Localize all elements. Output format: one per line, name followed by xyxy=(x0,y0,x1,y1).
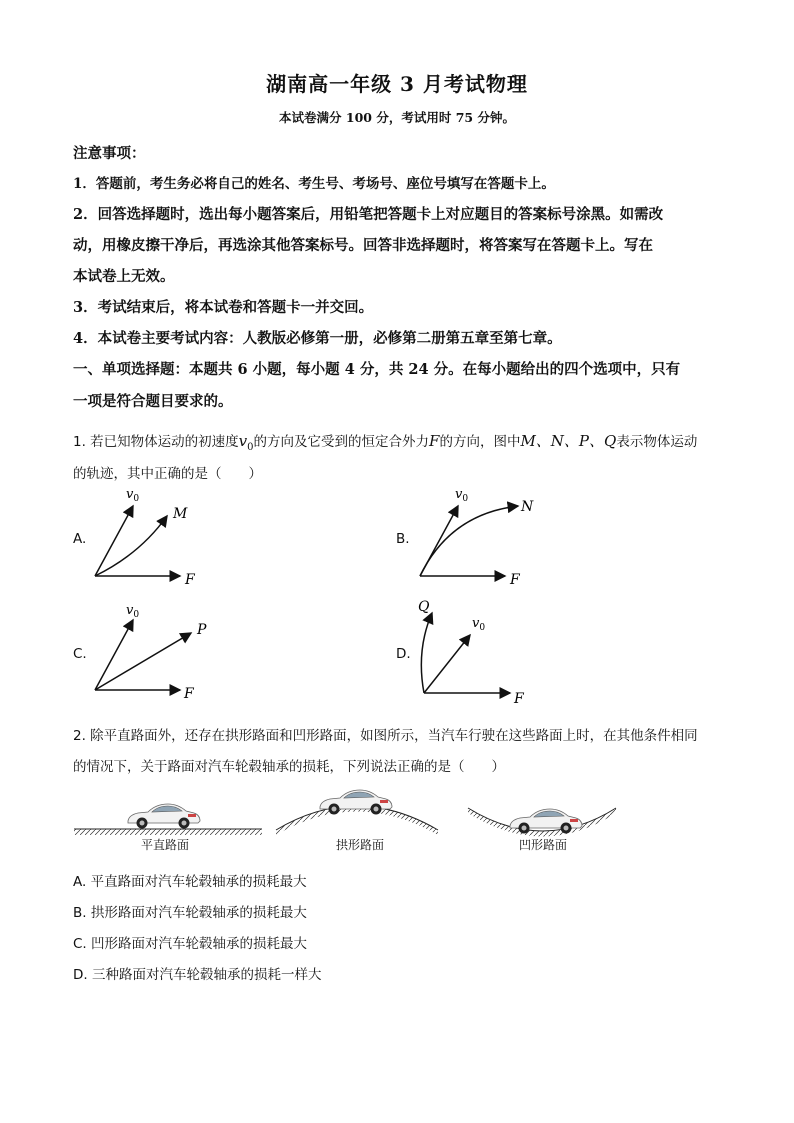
velocity-arrow xyxy=(424,635,470,693)
caption-flat-road: 平直路面 xyxy=(141,838,190,852)
trajectory-line xyxy=(95,633,191,690)
q1-option-a-figure[interactable] xyxy=(85,484,215,590)
trajectory-curve xyxy=(420,506,518,576)
note-item-2-line-1: 2．回答选择题时，选出每小题答案后，用铅笔把答题卡上对应题目的答案标号涂黑。如需改 xyxy=(73,206,664,223)
force-label: F xyxy=(514,691,524,707)
q2-option-c[interactable]: C. 凹形路面对汽车轮毂轴承的损耗最大 xyxy=(73,936,308,952)
trajectory-curve xyxy=(95,516,167,576)
trajectory-label: N xyxy=(521,499,534,515)
exam-info: 本试卷满分 100 分，考试用时 75 分钟。 xyxy=(279,110,515,125)
v0-label: $v_0$ xyxy=(455,487,469,504)
notes-heading: 注意事项： xyxy=(73,145,146,162)
force-label: F xyxy=(510,572,520,588)
trajectory-label: M xyxy=(173,506,188,522)
q1-option-d-figure[interactable] xyxy=(410,595,540,710)
concave-road xyxy=(468,808,616,837)
q1-option-d-label[interactable]: D. xyxy=(396,646,411,662)
caption-arch-road: 拱形路面 xyxy=(336,838,385,852)
note-item-3: 3．考试结束后，将本试卷和答题卡一并交回。 xyxy=(73,299,374,316)
v0-label: $v_0$ xyxy=(472,616,486,633)
q1-text-4: 表示物体运动 xyxy=(616,434,698,450)
q1-option-c-label[interactable]: C. xyxy=(73,646,87,662)
q2-option-b[interactable]: B. 拱形路面对汽车轮毂轴承的损耗最大 xyxy=(73,905,307,921)
trajectory-curve xyxy=(421,613,432,693)
force-label: F xyxy=(185,572,195,588)
note-item-4: 4．本试卷主要考试内容：人教版必修第一册，必修第二册第五章至第七章。 xyxy=(73,330,562,347)
force-symbol: F xyxy=(429,432,440,450)
q2-option-d[interactable]: D. 三种路面对汽车轮毂轴承的损耗一样大 xyxy=(73,967,322,983)
q1-text-2: 的方向及它受到的恒定合外力 xyxy=(253,434,430,450)
trajectory-label: Q xyxy=(418,599,430,615)
q1-option-b-label[interactable]: B. xyxy=(396,531,410,547)
caption-concave-road: 凹形路面 xyxy=(519,838,568,852)
flat-road xyxy=(74,804,262,835)
q1-option-c-figure[interactable] xyxy=(85,600,215,706)
question-2-line-1: 2. 除平直路面外，还存在拱形路面和凹形路面，如图所示，当汽车行驶在这些路面上时，在其他条件相同 xyxy=(73,728,698,744)
question-1-line-2: 的轨迹，其中正确的是（ ） xyxy=(73,466,262,482)
note-item-1: 1．答题前，考生务必将自己的姓名、考生号、考场号、座位号填写在答题卡上。 xyxy=(73,176,555,192)
q1-option-b-figure[interactable] xyxy=(410,484,545,590)
q1-option-a-label[interactable]: A. xyxy=(73,531,87,547)
section-heading-line-1: 一、单项选择题：本题共 6 小题，每小题 4 分，共 24 分。在每小题给出的四个选项中，只有 xyxy=(73,361,681,378)
v0-symbol: $v_0$ xyxy=(238,432,254,453)
q1-text-1: 1. 若已知物体运动的初速度 xyxy=(73,434,239,450)
note-item-2-line-2: 动，用橡皮擦干净后，再选涂其他答案标号。回答非选择题时，将答案写在答题卡上。写在 xyxy=(73,237,653,254)
trajectory-label: P xyxy=(197,622,207,638)
trajectory-symbols: M、N、P、Q xyxy=(520,432,617,450)
force-label: F xyxy=(184,686,194,702)
question-1-line-1 xyxy=(73,430,697,453)
note-item-2-line-3: 本试卷上无效。 xyxy=(73,268,175,285)
question-2-line-2: 的情况下，关于路面对汽车轮毂轴承的损耗，下列说法正确的是（ ） xyxy=(73,759,505,775)
v0-label: $v_0$ xyxy=(126,603,140,620)
page-title: 湖南高一年级 3 月考试物理 xyxy=(266,72,528,96)
v0-label: $v_0$ xyxy=(126,487,140,504)
arch-road xyxy=(276,790,438,835)
section-heading-line-2: 一项是符合题目要求的。 xyxy=(73,393,233,410)
q1-text-3: 的方向，图中 xyxy=(439,434,521,450)
q2-option-a[interactable]: A. 平直路面对汽车轮毂轴承的损耗最大 xyxy=(73,874,307,890)
